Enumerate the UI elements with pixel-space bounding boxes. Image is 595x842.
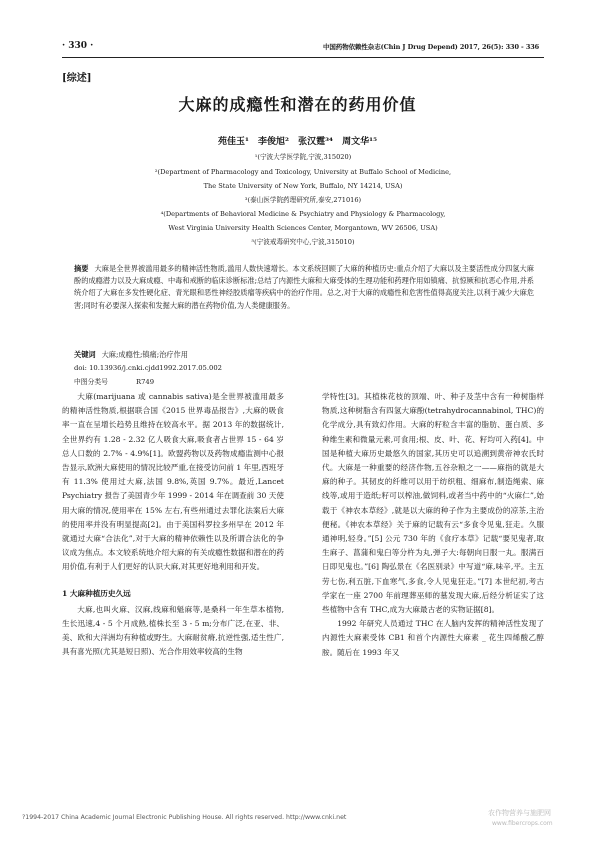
affiliation: ²(Department of Pharmacology and Toxicology, University at Buffalo School of Medicine, [154,168,452,176]
paragraph: 1992 年研究人员通过 THC 在人脑内发挥的精神活性发现了内源性大麻素受体 CB1 和首个内源性大麻素 _ 花生四烯酸乙醇胺。随后在 1993 年又 [322,619,544,657]
paragraph: 学特性[3]。其植株花枝的顶端、叶、种子及茎中含有一种树脂样物质,这种树脂含有四氢大麻酚(tetrahydrocannabinol, THC)的化学成分,具有致幻作用。大麻的籽粒含丰富的脂肪、蛋白质、多种维生素和微量元素,可食用;根、皮、叶、花、籽均可入药[4]。中国是种植大麻历史最悠久的国家,其历史可以追溯到黄帝神农氏时代。大麻是一种重要的经济作物,五谷杂粮之一——麻指的就是大麻的种子。其韧皮的纤维可以用于纺织粗、细麻布,制造绳索、麻线等,或用于造纸;籽可以榨油,做饲料,或者当中药中的“火麻仁”,始载于《神农本草经》,就是以大麻的种子作为主要成份的凉茶,主治便秘。《神农本草经》关于麻的记载有云“多食令见鬼,狂走。久服通神明,轻身。”[5] 公元 730 年的《食疗本草》记载“要见鬼者,取生麻子、菖蒲和鬼臼等分杵为丸,弹子大:每朝向日服一丸。服满百日即见鬼也。”[6] 陶弘景在《名医别录》中写道“麻,味辛,平。主五劳七伤,利五脏,下血寒气,多食,令人见鬼狂走。”[7] 本世纪初,考古学家在一座 2700 年前理葬巫师的墓发现大麻,后经分析证实了这些植物中含有 THC,成为大麻最古老的实物证据[8]。 [322,392,544,615]
article-title: 大麻的成瘾性和潜在的药用价值 [178,95,417,114]
article-category: [综述] [62,73,92,84]
page-number: · 330 · [62,41,94,51]
clc-value: R749 [135,378,155,386]
affiliation: ⁵(宁波戒毒研究中心,宁波,315010) [251,238,355,246]
doi: doi: 10.13936/j.cnki.cjdd1992.2017.05.002 [74,364,223,372]
clc-number [74,376,182,386]
affiliation: The State University of New York, Buffalo, NY 14214, USA) [203,182,403,190]
author-list: 苑佳玉¹ 李俊旭² 张汉霆³⁴ 周文华¹⁵ [217,137,378,147]
keywords-text: 大麻;成瘾性;镇痛;治疗作用 [101,350,188,359]
affiliation: ³(泰山医学院药理研究所,泰安,271016) [244,196,362,204]
affiliation: West Virginia University Health Sciences Center, Morgantown, WV 26506, USA) [168,224,438,232]
abstract-text: 大麻是全世界被滥用最多的精神活性物质,滥用人数快速增长。本文系统回顾了大麻的种植历史:重点介绍了大麻以及主要活性成分四氢大麻酚的成瘾潜力以及大麻成瘾、中毒和戒断的临床诊断标准;总结了内源性大麻和大麻受体的生理功能和药理作用如镇痛、抗惊厥和抗恶心作用,并系统介绍了大麻在多发性硬化症、青光眼和恶性神经胶质瘤等疾病中的治疗作用。总之,对于大麻的成瘾性和危害性值得高度关注,以利于减少大麻危害;同时有必要深入探索和发掘大麻的潜在药物价值,为人类健康服务。 [74,264,534,310]
paragraph: 大麻(marijuana 或 cannabis sativa)是全世界被滥用最多的精神活性物质,根据联合国《2015 世界毒品报告》,大麻的吸食率一直在呈增长趋势且维持在较高水平。据 2013 年的数据统计,全世界约有 1.28 - 2.32 亿人吸食大麻,吸食者占世界 15 - 64 岁总人口数的 2.7% - 4.9%[1]。欧盟药物以及药物成瘾监测中心报告显示,欧洲大麻使用的情况比较严重,在接受访问前 1 年里,西班牙有 11.3% 使用过大麻,法国 9.8%,英国 9.7%。最近,Lancet Psychiatry 报告了美国青少年 1999 - 2014 年在调查前 30 天使用大麻的情况,使用率在 15% 左右,有些州通过去罪化法案后大麻的使用率并没有明显提高[2]。由于美国科罗拉多州早在 2012 年就通过大麻“合法化”,对于大麻的精神依赖性以及所谓合法化的争议成为焦点。本文较系统地介绍大麻的有关成瘾性数据和潜在的药用价值,有利于人们更好的认识大麻,对其更好地利用和开发。 [62,392,284,572]
affiliation: ¹(宁波大学医学院,宁波,315020) [254,153,352,161]
header-rule [62,57,544,58]
affiliation: ⁴(Departments of Behavioral Medicine & Psychiatry and Physiology & Pharmacology, [160,210,446,218]
watermark-title: 农作物营养与施肥网 [488,809,551,817]
paragraph: 大麻,也叫火麻、汉麻,线麻和魁麻等,是桑科一年生草本植物,生长迅速,4 - 5 个月成熟,植株长至 3 - 5 m;分布广泛,在亚、非、美、欧和大洋洲均有种植或野生。大麻耐贫瘠,抗逆性强,适生性广,具有喜光照(尤其是短日照)、光合作用效率较高的生物 [62,604,284,657]
copyright-footer: ?1994-2017 China Academic Journal Electronic Publishing House. All rights reserved. http://www.cnki.net [22,814,347,821]
watermark-url: www.fibercrops.com [492,820,553,827]
body-column-right [322,390,544,660]
clc-label: 中图分类号 [74,378,108,386]
abstract [74,263,534,312]
abstract-label: 摘要 [74,264,89,273]
section-heading: 1 大麻种植历史久远 [62,588,131,598]
journal-header: 中国药物依赖性杂志(Chin J Drug Depend) 2017, 26(5): 330 - 336 [323,43,540,51]
keywords-label: 关键词 [74,350,96,359]
keywords [74,350,534,360]
body-column-left [62,390,284,660]
